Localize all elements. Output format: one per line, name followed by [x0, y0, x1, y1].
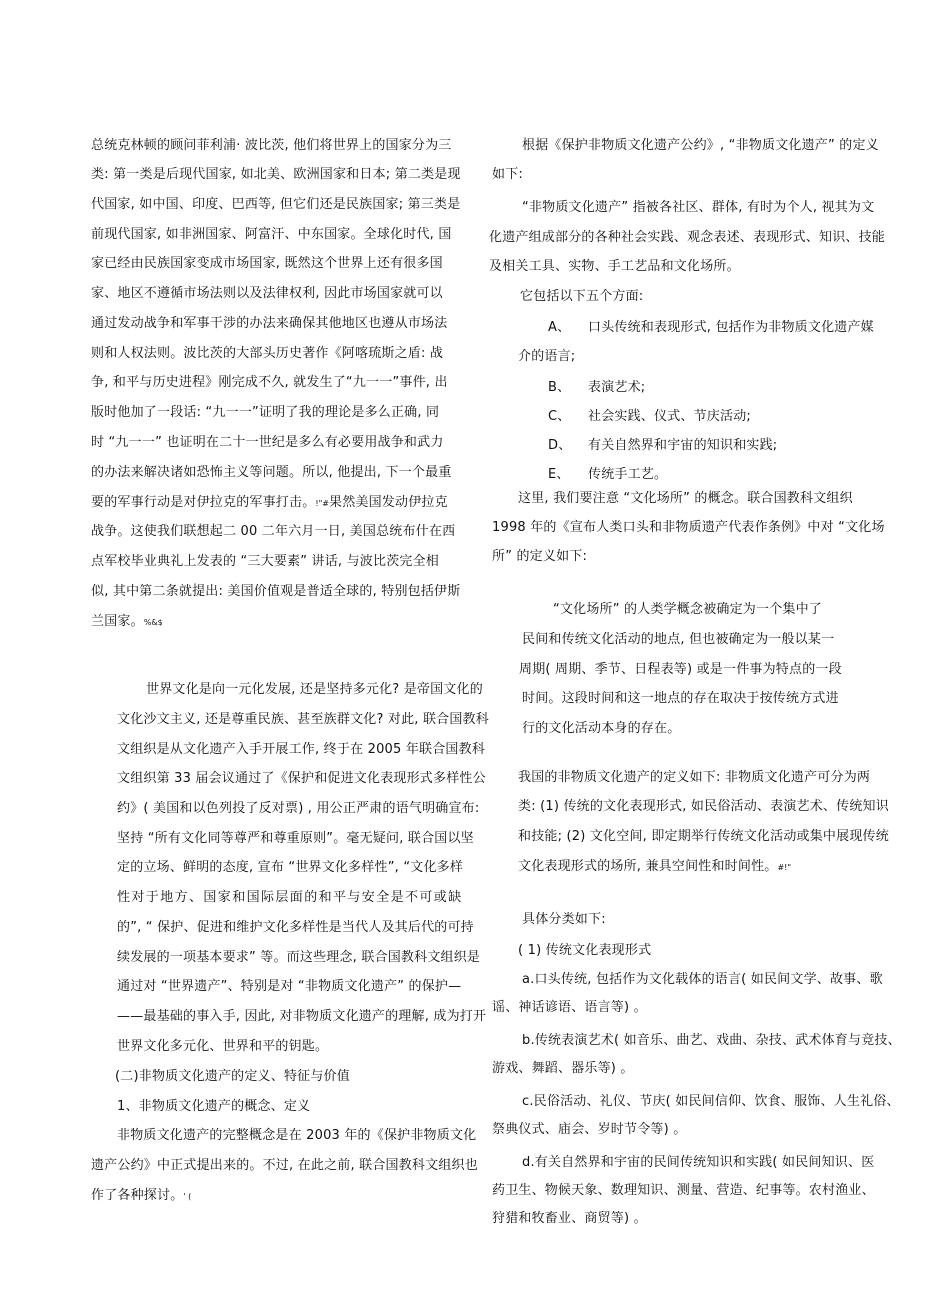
text-line: 1998 年的《宣布人类口头和非物质遗产代表作条例》中对 “文化场	[492, 520, 885, 535]
text-line: 遗产公约》中正式提出来的。不过, 在此之前, 联合国教科文组织也	[91, 1158, 478, 1173]
text-line: 非物质文化遗产的完整概念是在 2003 年的《保护非物质文化	[117, 1128, 477, 1143]
text-line: 时间。这段时间和这一地点的存在取决于按传统方式进	[522, 691, 839, 706]
footnote-marker: %&$	[143, 618, 163, 627]
text-line: 文组织是从文化遗产入手开展工作, 终于在 2005 年联合国教科	[117, 742, 486, 757]
text-line: ——最基础的事入手, 因此, 对非物质文化遗产的理解, 成为打开	[117, 1009, 487, 1024]
text-line: 类: 第一类是后现代国家, 如北美、欧洲国家和日本; 第二类是现	[91, 167, 461, 182]
text-line: 争, 和平与历史进程》刚完成不久, 就发生了“九一一”事件, 出	[91, 375, 448, 390]
text-segment: 要的军事行动是对伊拉克的军事打击。	[91, 495, 316, 510]
aspect-letter: B、	[548, 380, 571, 395]
text-line: 家已经由民族国家变成市场国家, 既然这个世界上还有很多国	[91, 256, 443, 271]
text-line: c.民俗活动、礼仪、节庆( 如民间信仰、饮食、服饰、人生礼俗、	[522, 1094, 900, 1109]
text-line: 文组织第 33 届会议通过了《保护和促进文化表现形式多样性公	[117, 771, 486, 786]
text-line: 点军校毕业典礼上发表的 “三大要素” 讲话, 与波比茨完全相	[91, 554, 439, 569]
text-line: 如下:	[492, 167, 523, 182]
text-line: 约》( 美国和以色列投了反对票) , 用公正严肃的语气明确宣布:	[117, 801, 480, 816]
text-line: “非物质文化遗产” 指被各社区、群体, 有时为个人, 视其为文	[522, 200, 875, 215]
text-line: 定的立场、鲜明的态度, 宣布 “世界文化多样性”, “文化多样	[117, 860, 464, 875]
text-line: 坚持 “所有文化同等尊严和尊重原则”。毫无疑问, 联合国以坚	[117, 831, 474, 846]
text-line: 行的文化活动本身的存在。	[522, 721, 681, 736]
aspect-text: 介的语言;	[518, 349, 576, 364]
footnote-marker: !"#	[315, 499, 329, 508]
text-line: 续发展的一项基本要求” 等。而这些理念, 联合国教科文组织是	[117, 950, 481, 965]
text-line: 化遗产组成部分的各种社会实践、观念表述、表现形式、知识、技能	[489, 230, 886, 245]
classification-intro: 具体分类如下:	[522, 912, 606, 927]
text-line	[518, 859, 791, 876]
aspect-letter: A、	[548, 320, 571, 335]
text-line: 药卫生、物候天象、数理知识、测量、营造、纪事等。农村渔业、	[492, 1183, 875, 1198]
text-segment: 果然美国发动伊拉克	[329, 495, 448, 510]
aspect-text: 表演艺术;	[588, 380, 646, 395]
text-line: 代国家, 如中国、印度、巴西等, 但它们还是民族国家; 第三类是	[91, 197, 461, 212]
text-line: 游戏、舞蹈、器乐等) 。	[492, 1061, 634, 1076]
footnote-marker: #!"	[777, 863, 792, 872]
classification-subheading: ( 1) 传统文化表现形式	[518, 943, 652, 958]
text-line: 世界文化是向一元化发展, 还是坚持多元化? 是帝国文化的	[146, 682, 483, 697]
aspect-text: 有关自然界和宇宙的知识和实践;	[588, 438, 778, 453]
footnote-marker: ' (	[183, 1192, 192, 1201]
text-line: d.有关自然界和宇宙的民间传统知识和实践( 如民间知识、医	[522, 1155, 875, 1170]
text-line: 我国的非物质文化遗产的定义如下: 非物质文化遗产可分为两	[518, 770, 871, 785]
text-line: 版时他加了一段话: “九一一”证明了我的理论是多么正确, 同	[91, 405, 440, 420]
text-line: 的办法来解决诸如恐怖主义等问题。所以, 他提出, 下一个最重	[91, 465, 452, 480]
text-line: 世界文化多元化、世界和平的钥匙。	[117, 1039, 329, 1054]
text-line: 狩猎和牧畜业、商贸等) 。	[492, 1211, 647, 1226]
text-line: 时 “九一一” 也证明在二十一世纪是多么有必要用战争和武力	[91, 435, 444, 450]
text-line: a.口头传统, 包括作为文化载体的语言( 如民间文学、故事、歌	[522, 972, 883, 987]
text-line: b.传统表演艺术( 如音乐、曲艺、戏曲、杂技、武术体育与竞技、	[522, 1033, 901, 1048]
text-line: 性对于地方、国家和国际层面的和平与安全是不可或缺	[117, 890, 463, 905]
text-line: 家、地区不遵循市场法则以及法律权利, 因此市场国家就可以	[91, 286, 443, 301]
aspect-text: 社会实践、仪式、节庆活动;	[588, 409, 751, 424]
text-segment: 文化表现形式的场所, 兼具空间性和时间性。	[518, 859, 778, 874]
aspect-letter: E、	[548, 467, 570, 482]
text-line	[91, 1188, 191, 1205]
aspect-letter: C、	[548, 409, 571, 424]
text-line	[91, 495, 448, 512]
text-line: 前现代国家, 如非洲国家、阿富汗、中东国家。全球化时代, 国	[91, 227, 452, 242]
text-line: 战争。这使我们联想起二 00 二年六月一日, 美国总统布什在西	[91, 524, 456, 539]
text-line: 周期( 周期、季节、日程表等) 或是一件事为特点的一段	[519, 662, 842, 677]
subsection-heading: 1、非物质文化遗产的概念、定义	[117, 1099, 311, 1114]
text-line: 祭典仪式、庙会、岁时节令等) 。	[492, 1122, 687, 1137]
aspect-text: 口头传统和表现形式, 包括作为非物质文化遗产媒	[588, 320, 874, 335]
text-line: “文化场所” 的人类学概念被确定为一个集中了	[553, 602, 823, 617]
text-line: 似, 其中第二条就提出: 美国价值观是普适全球的, 特别包括伊斯	[91, 584, 461, 599]
text-line: 民间和传统文化活动的地点, 但也被确定为一般以某一	[522, 632, 835, 647]
text-line: 这里, 我们要注意 “文化场所” 的概念。联合国教科文组织	[518, 491, 853, 506]
text-line: 文化沙文主义, 还是尊重民族、甚至族群文化? 对此, 联合国教科	[117, 712, 489, 727]
text-line: 的”, “ 保护、促进和维护文化多样性是当代人及其后代的可持	[117, 920, 474, 935]
text-line: 通过发动战争和军事干涉的办法来确保其他地区也遵从市场法	[91, 316, 448, 331]
text-line: 谣、神话谚语、语言等) 。	[492, 1000, 647, 1015]
aspect-text: 传统手工艺。	[588, 467, 668, 482]
text-line: 通过对 “世界遗产”、特别是对 “非物质文化遗产” 的保护—	[117, 979, 462, 994]
text-line: 则和人权法则。波比茨的大部头历史著作《阿喀琉斯之盾: 战	[91, 346, 444, 361]
text-segment: 兰国家。	[91, 614, 144, 629]
text-line: 及相关工具、实物、手工艺品和文化场所。	[489, 259, 740, 274]
section-heading: (二)非物质文化遗产的定义、特征与价值	[115, 1069, 350, 1084]
aspect-letter: D、	[548, 438, 572, 453]
text-line: 和技能; (2) 文化空间, 即定期举行传统文化活动或集中展现传统	[518, 829, 889, 844]
text-line: 类: (1) 传统的文化表现形式, 如民俗活动、表演艺术、传统知识	[518, 799, 889, 814]
text-segment: 作了各种探讨。	[91, 1188, 184, 1203]
text-line: 根据《保护非物质文化遗产公约》, “非物质文化遗产” 的定义	[522, 138, 879, 153]
aspects-intro: 它包括以下五个方面:	[520, 289, 644, 304]
text-line: 总统克林顿的顾问菲利浦· 波比茨, 他们将世界上的国家分为三	[91, 138, 452, 153]
text-line	[91, 614, 163, 631]
text-line: 所” 的定义如下:	[492, 549, 588, 564]
